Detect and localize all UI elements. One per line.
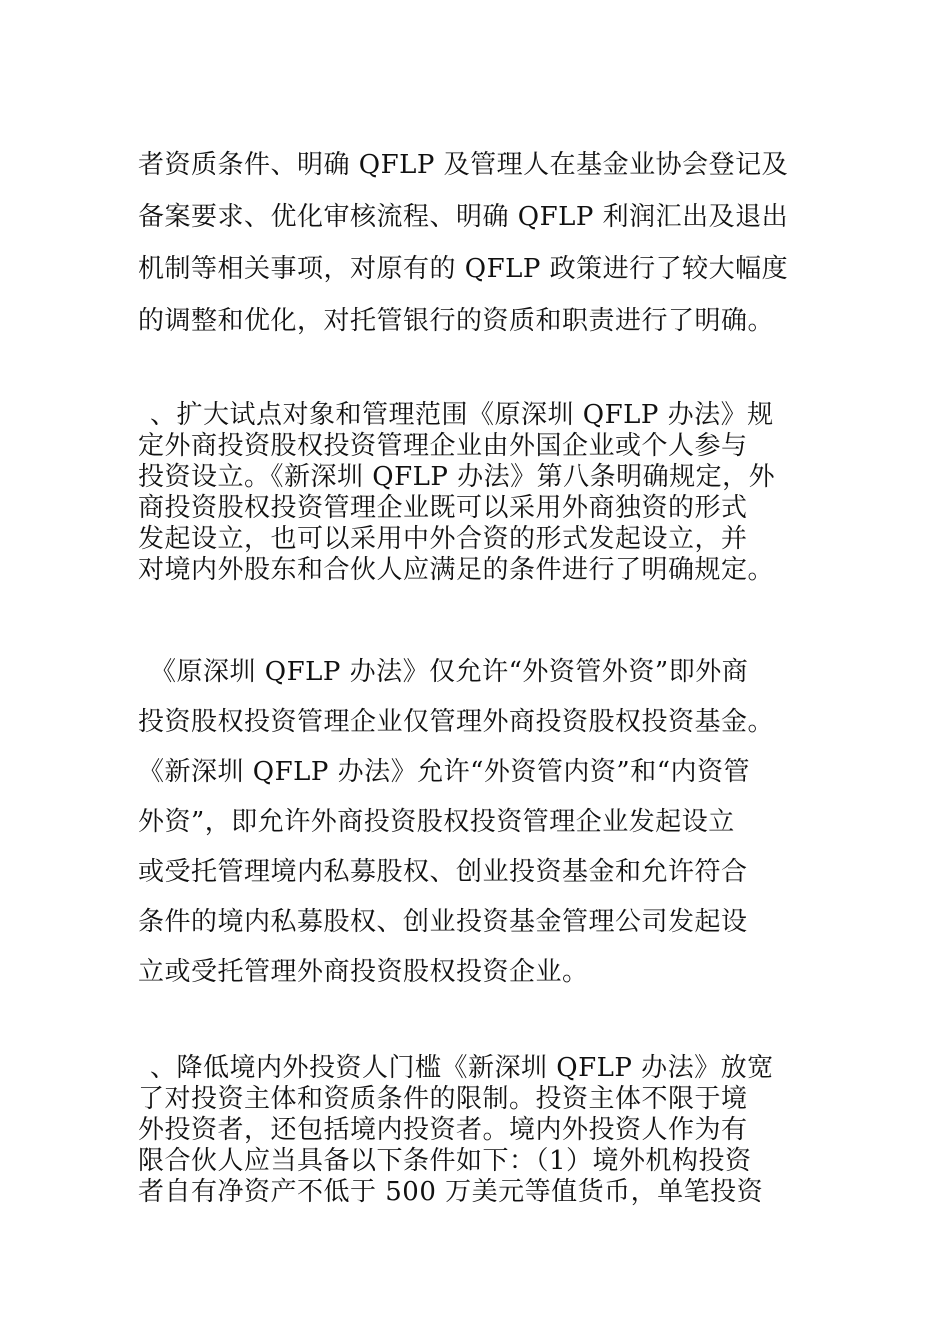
text-line: 发起设立，也可以采用中外合资的形式发起设立，并 xyxy=(138,524,748,554)
text-line: 、降低境内外投资人门槛《新深圳 QFLP 办法》放宽 xyxy=(150,1053,774,1083)
text-line: 者自有净资产不低于 500 万美元等值货币，单笔投资 xyxy=(138,1177,764,1207)
text-line: 了对投资主体和资质条件的限制。投资主体不限于境 xyxy=(138,1084,748,1114)
text-line: 投资设立。《新深圳 QFLP 办法》第八条明确规定，外 xyxy=(138,462,776,492)
text-line: 商投资股权投资管理企业既可以采用外商独资的形式 xyxy=(138,493,748,523)
text-line: 对境内外股东和合伙人应满足的条件进行了明确规定。 xyxy=(138,555,775,585)
text-line: 机制等相关事项，对原有的 QFLP 政策进行了较大幅度 xyxy=(138,254,789,284)
text-line: 者资质条件、明确 QFLP 及管理人在基金业协会登记及 xyxy=(138,150,789,180)
text-line: 立或受托管理外商投资股权投资企业。 xyxy=(138,957,589,987)
text-line: 《新深圳 QFLP 办法》允许“外资管内资”和“内资管 xyxy=(138,757,751,787)
paragraph-4 xyxy=(138,1053,858,1208)
text-line: 、扩大试点对象和管理范围《原深圳 QFLP 办法》规 xyxy=(150,400,774,430)
text-line: 备案要求、优化审核流程、明确 QFLP 利润汇出及退出 xyxy=(138,202,789,232)
paragraph-3 xyxy=(138,653,858,1003)
text-line: 限合伙人应当具备以下条件如下：（1）境外机构投资 xyxy=(138,1146,752,1176)
text-line: 或受托管理境内私募股权、创业投资基金和允许符合 xyxy=(138,857,748,887)
text-line: 外投资者，还包括境内投资者。境内外投资人作为有 xyxy=(138,1115,748,1145)
text-line: 投资股权投资管理企业仅管理外商投资股权投资基金。 xyxy=(138,707,775,737)
text-line: 《原深圳 QFLP 办法》仅允许“外资管外资”即外商 xyxy=(150,657,749,687)
text-line: 外资”，即允许外商投资股权投资管理企业发起设立 xyxy=(138,807,735,837)
text-line: 的调整和优化，对托管银行的资质和职责进行了明确。 xyxy=(138,306,775,336)
paragraph-2 xyxy=(138,400,858,586)
text-line: 定外商投资股权投资管理企业由外国企业或个人参与 xyxy=(138,431,748,461)
paragraph-1 xyxy=(138,148,858,356)
text-line: 条件的境内私募股权、创业投资基金管理公司发起设 xyxy=(138,907,748,937)
